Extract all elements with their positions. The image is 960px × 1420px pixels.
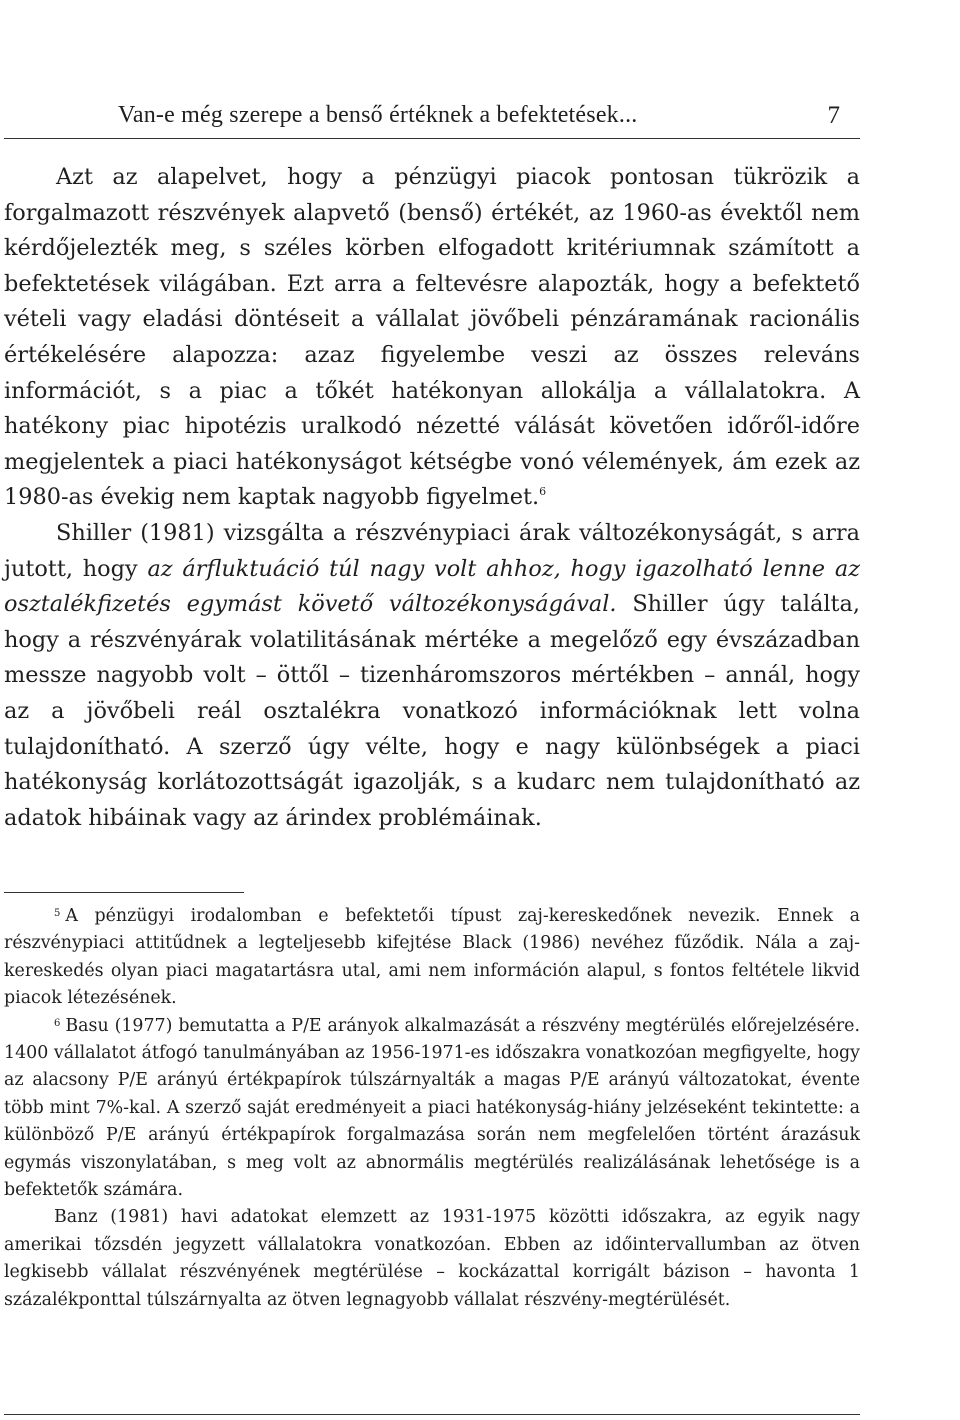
paragraph-2 — [4, 516, 860, 836]
running-header — [4, 98, 860, 139]
footnote-5-text: A pénzügyi irodalomban e befektetői típust zaj-kereskedőnek nevezik. Ennek a részvénypiaci attitűdnek a legteljesebb kifejtése Black (1986) nevéhez fűződik. Nála a zaj-kereskedés olyan piaci magatartásra utal, ami nem információn alapul, s fontos feltétele likvid piacok létezésének. — [4, 906, 860, 1009]
body-text — [4, 160, 860, 836]
paragraph-2-text-start: Shiller (1981) vizsgálta a részvénypiaci árak változékonyságát, s arra jutott, hogy — [4, 519, 860, 582]
paragraph-2-italic-quote: az árfluktuáció túl nagy volt ahhoz, hogy igazolható lenne az osztalékfizetés egymást követő változékonyságával. — [4, 555, 860, 618]
page-number: 7 — [827, 102, 840, 129]
footnote-separator — [4, 892, 244, 893]
header-title: Van-e még szerepe a benső értéknek a befektetések... — [118, 102, 638, 128]
footnote-6-continuation — [4, 1204, 860, 1314]
footnote-6-mark: 6 — [54, 1017, 61, 1029]
footnote-5 — [4, 903, 860, 1013]
footnote-ref-6: 6 — [539, 485, 547, 499]
page-bottom-rule — [4, 1414, 860, 1415]
footnote-6-text-2: Banz (1981) havi adatokat elemzett az 1931-1975 közötti időszakra, az egyik nagy amerikai tőzsdén jegyzett vállalatokra vonatkozóan. Ebben az időintervallumban az ötven legkisebb vállalat részvényének megtérülése – kockázattal korrigált bázison – havonta 1 százalékponttal túlszárnyalta az ötven legnagyobb vállalat részvény-megtérülését. — [4, 1207, 860, 1310]
footnotes — [4, 903, 860, 1314]
footnote-6 — [4, 1013, 860, 1205]
paragraph-1 — [4, 160, 860, 516]
footnote-6-text: Basu (1977) bemutatta a P/E arányok alkalmazását a részvény megtérülés előrejelzésére. 1400 vállalatot átfogó tanulmányában az 1956-1971-es időszakra vonatkozóan megfigyelte, hogy az alacsony P/E arányú értékpapírok túlszárnyalták a magas P/E arányú változatokat, évente több mint 7%-kal. A szerző saját eredményeit a piaci hatékonyság-hiány jelzéseként tekintette: a különböző P/E arányú értékpapírok forgalmazása során nem megfelelően történt árazásuk egymás viszonylatában, s meg volt az abnormális megtérülés realizálásának lehetősége is a befektetők számára. — [4, 1015, 860, 1201]
footnote-5-mark: 5 — [54, 908, 61, 919]
paragraph-1-text: Azt az alapelvet, hogy a pénzügyi piacok pontosan tükrözik a forgalmazott részvények alapvető (benső) értékét, az 1960-as évektől nem kérdőjelezték meg, s széles körben elfogadott kritériumnak számított a befektetések világában. Ezt arra a feltevésre alapozták, hogy a befektető vételi vagy eladási döntéseit a vállalat jövőbeli pénzáramának racionális értékelésére alapozza: azaz figyelembe veszi az összes releváns információt, s a piac a tőkét hatékonyan allokálja a vállalatokra. A hatékony piac hipotézis uralkodó nézetté válását követően időről-időre megjelentek a piaci hatékonyságot kétségbe vonó vélemények, ám ezek az 1980-as évekig nem kaptak nagyobb figyelmet. — [4, 164, 860, 511]
paragraph-2-text-end: Shiller úgy találta, hogy a részvényárak volatilitásának mértéke a megelőző egy évszázadban messze nagyobb volt – öttől – tizenháromszoros mértékben – annál, hogy az a jövőbeli reál osztalékra vonatkozó információknak lett volna tulajdonítható. A szerző úgy vélte, hogy e nagy különbségek a piaci hatékonyság korlátozottságát igazolják, s a kudarc nem tulajdonítható az adatok hibáinak vagy az árindex problémáinak. — [4, 591, 860, 831]
